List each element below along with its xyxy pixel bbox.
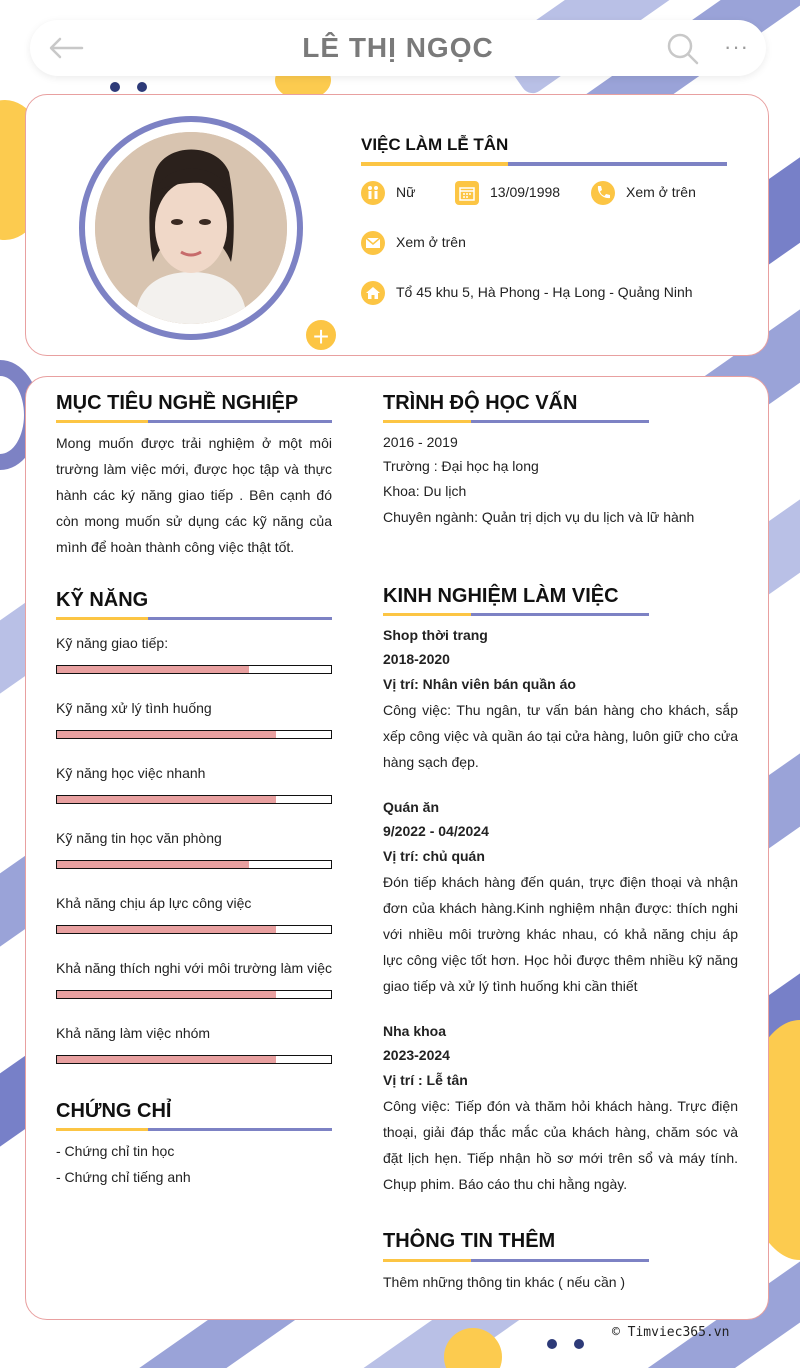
job-company: Nha khoa: [383, 1023, 447, 1039]
experience-title: KINH NGHIỆM LÀM VIỆC: [383, 585, 619, 607]
skill-label: Khả năng làm việc nhóm: [56, 1025, 211, 1041]
skill-bar-fill: [57, 991, 276, 998]
certificate-item: - Chứng chỉ tin học: [56, 1143, 175, 1159]
job-position: Vị trí: chủ quán: [383, 848, 485, 864]
skill-bar: [56, 860, 332, 869]
skill-bar-fill: [57, 666, 249, 673]
job-company: Shop thời trang: [383, 627, 488, 643]
job-position: Vị trí : Lễ tân: [383, 1072, 468, 1088]
skill-label: Khả năng thích nghi với môi trường làm việc: [56, 960, 332, 976]
education-major: Chuyên ngành: Quản trị dịch vụ du lịch và lữ hành: [383, 509, 695, 525]
skill-bar: [56, 925, 332, 934]
header-bar: [30, 20, 766, 76]
skill-label: Kỹ năng giao tiếp:: [56, 635, 169, 651]
candidate-name: LÊ THỊ NGỌC: [302, 32, 494, 63]
objective-title: MỤC TIÊU NGHỀ NGHIỆP: [56, 392, 299, 414]
address-value: Tổ 45 khu 5, Hà Phong - Hạ Long - Quảng Ninh: [396, 284, 693, 300]
skill-bar: [56, 665, 332, 674]
resume-body-card: [25, 376, 769, 1320]
calendar-icon: [455, 181, 479, 205]
skill-bar: [56, 990, 332, 999]
education-faculty: Khoa: Du lịch: [383, 483, 467, 499]
skill-label: Khả năng chịu áp lực công việc: [56, 895, 252, 911]
skill-bar-fill: [57, 731, 276, 738]
search-icon[interactable]: [666, 32, 700, 66]
objective-text: Mong muốn được trải nghiệm ở một môi trường làm việc mới, được học tập và thực hành các ký năng giao tiếp . Bên cạnh đó còn mong muốn sử dụng các kỹ năng của mình để hoàn thành công việc thật tốt.: [56, 435, 332, 555]
job-description: Đón tiếp khách hàng đến quán, trực điện thoại và nhận đơn của khách hàng.Kinh nghiệm nhận được: thích nghi với nhiều môi trường khác nhau, có khả năng chịu áp lực công việc tốt hơn. Học hỏi được thêm nhiều kỹ năng giao tiếp và xử lý tình huống khi cần thiết: [383, 874, 738, 994]
additional-divider: [383, 1259, 649, 1262]
job-period: 9/2022 - 04/2024: [383, 823, 489, 839]
skill-bar: [56, 1055, 332, 1064]
skill-label: Kỹ năng tin học văn phòng: [56, 830, 222, 846]
skill-bar: [56, 730, 332, 739]
phone-icon: [591, 181, 615, 205]
job-period: 2023-2024: [383, 1047, 450, 1063]
avatar: [95, 132, 287, 324]
footer-credit: © Timviec365.vn: [612, 1325, 730, 1340]
more-icon[interactable]: ···: [724, 34, 749, 59]
job-position: Vị trí: Nhân viên bán quần áo: [383, 676, 576, 692]
education-divider: [383, 420, 649, 423]
email-value: Xem ở trên: [396, 234, 466, 250]
birthday-value: 13/09/1998: [490, 184, 561, 200]
job-title-divider: [361, 162, 727, 166]
education-period: 2016 - 2019: [383, 434, 458, 450]
education-school: Trường : Đại học hạ long: [383, 458, 539, 474]
objective-divider: [56, 420, 332, 423]
job-title: VIỆC LÀM LỄ TÂN: [361, 135, 509, 154]
certificates-divider: [56, 1128, 332, 1131]
skill-bar-fill: [57, 926, 276, 933]
certificates-title: CHỨNG CHỈ: [56, 1100, 172, 1122]
phone-value: Xem ở trên: [626, 184, 696, 200]
certificate-item: - Chứng chỉ tiếng anh: [56, 1169, 191, 1185]
avatar-frame: [79, 116, 330, 352]
skill-bar-fill: [57, 1056, 276, 1063]
gender-value: Nữ: [396, 184, 416, 200]
job-description: Công việc: Tiếp đón và thăm hỏi khách hàng. Trực điện thoại, giải đáp thắc mắc của khách hàng, chăm sóc và đặt lịch hẹn. Tiếp nhận hồ sơ mới trên sổ và máy tính. Chụp phim. Báo cáo thu chi hằng ngày.: [383, 1098, 738, 1192]
skill-bar-fill: [57, 796, 276, 803]
experience-divider: [383, 613, 649, 616]
additional-title: THÔNG TIN THÊM: [383, 1230, 556, 1252]
job-period: 2018-2020: [383, 651, 450, 667]
job-description: Công việc: Thu ngân, tư vấn bán hàng cho khách, sắp xếp công việc và quần áo tại cửa hàng, luôn giữ cho cửa hàng sạch đẹp.: [383, 702, 738, 770]
skills-title: KỸ NĂNG: [56, 589, 149, 611]
add-photo-button[interactable]: +: [304, 318, 338, 352]
home-icon: [361, 281, 385, 305]
additional-text: Thêm những thông tin khác ( nếu cần ): [383, 1274, 626, 1290]
job-company: Quán ăn: [383, 799, 440, 815]
gender-icon: [361, 181, 385, 205]
skill-bar-fill: [57, 861, 249, 868]
skill-label: Kỹ năng xử lý tình huống: [56, 700, 212, 716]
skill-bar: [56, 795, 332, 804]
profile-card: [25, 94, 769, 356]
education-title: TRÌNH ĐỘ HỌC VẤN: [383, 392, 578, 414]
skills-divider: [56, 617, 332, 620]
email-icon: [361, 231, 385, 255]
skill-label: Kỹ năng học việc nhanh: [56, 765, 206, 781]
